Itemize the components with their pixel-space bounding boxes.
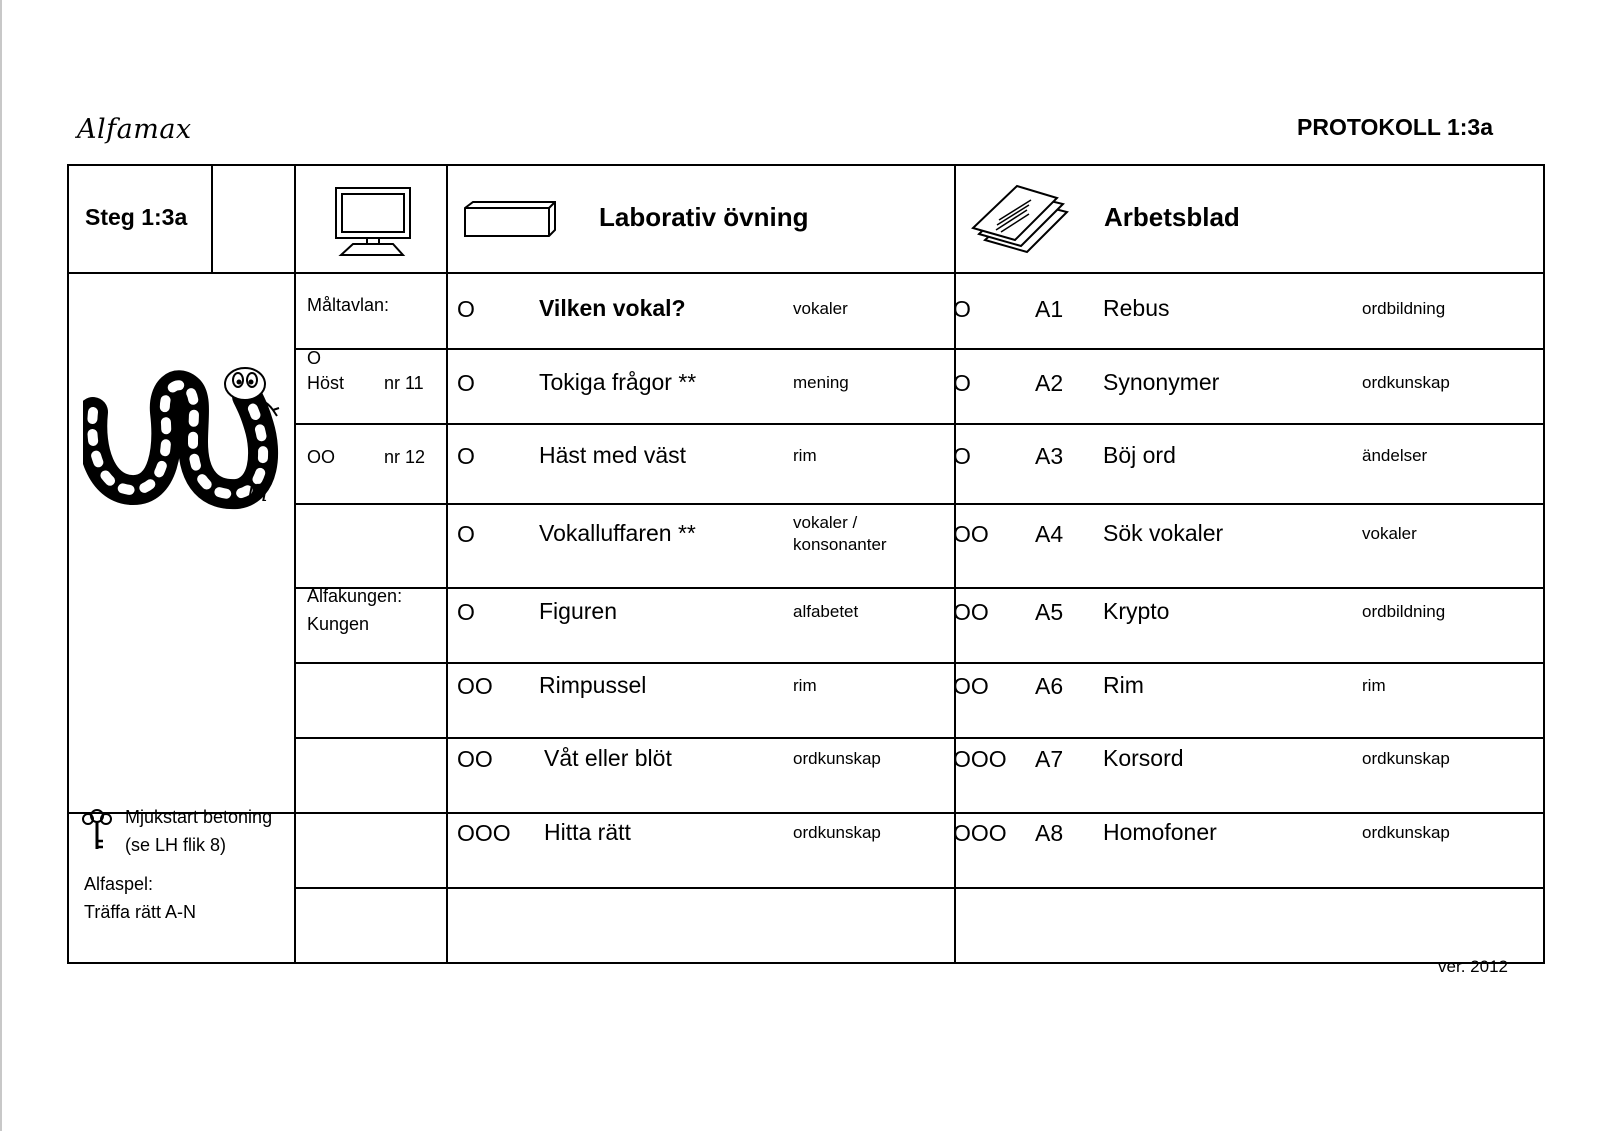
laborative-category: vokaler (793, 299, 848, 318)
laborative-category: rim (793, 676, 817, 695)
worksheet-code: A8 (1035, 820, 1064, 846)
worksheet-count: OO (953, 521, 989, 547)
worksheet-activity: Sök vokaler (1103, 520, 1224, 546)
worksheet-count: OO (953, 599, 989, 625)
laborative-activity: Figuren (539, 598, 617, 624)
worksheet-category: ordkunskap (1362, 749, 1450, 768)
document-title: PROTOKOLL 1:3a (1297, 114, 1493, 140)
worksheet-activity: Korsord (1103, 745, 1184, 771)
table-border-bottom (67, 962, 1545, 964)
worksheet-code: A2 (1035, 370, 1064, 396)
worksheet-activity: Krypto (1103, 598, 1170, 624)
laborative-activity: Häst med väst (539, 442, 686, 468)
worksheet-category: ordbildning (1362, 299, 1446, 318)
se-lh-label: (se LH flik 8) (125, 835, 227, 855)
table-border-right (1543, 164, 1545, 964)
worksheet-category: rim (1362, 676, 1386, 695)
worksheet-count: O (953, 443, 971, 469)
worksheet-code: A1 (1035, 296, 1064, 322)
laborative-count: O (457, 599, 475, 625)
worksheet-code: A7 (1035, 746, 1064, 772)
steg-divider (211, 164, 213, 274)
laborative-category-second-line: konsonanter (793, 535, 887, 554)
laborative-activity: Rimpussel (539, 672, 647, 698)
worksheet-category: ordbildning (1362, 602, 1446, 621)
alfamax-logo: Alfamax (77, 114, 192, 145)
laborative-activity: Tokiga frågor ** (539, 369, 697, 395)
laborative-category: alfabetet (793, 602, 859, 621)
worksheet-header: Arbetsblad (1104, 202, 1240, 232)
row-divider (294, 503, 1545, 505)
laborative-count: O (457, 443, 475, 469)
row-divider (294, 423, 1545, 425)
row-divider (294, 737, 1545, 739)
worksheet-category: ordkunskap (1362, 373, 1450, 392)
worksheet-count: OO (953, 673, 989, 699)
laborative-activity: Vokalluffaren ** (539, 520, 696, 546)
worksheet-code: A4 (1035, 521, 1064, 547)
laborative-activity: Hitta rätt (544, 819, 631, 845)
column-divider (294, 164, 296, 964)
laborative-activity: Vilken vokal? (539, 295, 686, 321)
row-divider (294, 348, 1545, 350)
host-label: Höst (307, 373, 345, 393)
worksheet-activity: Homofoner (1103, 819, 1217, 845)
worksheet-code: A5 (1035, 599, 1064, 625)
worksheet-activity: Synonymer (1103, 369, 1220, 395)
alfakungen-label: Alfakungen: (307, 586, 403, 606)
page-edge (0, 0, 2, 1131)
worksheet-category: ordkunskap (1362, 823, 1450, 842)
laborative-header: Laborativ övning (599, 202, 809, 232)
laborative-count: O (457, 521, 475, 547)
laborative-count: OO (457, 673, 493, 699)
laborative-category: ordkunskap (793, 823, 881, 842)
key-icon (81, 807, 113, 853)
kungen-label: Kungen (307, 614, 370, 634)
host-count: O (307, 348, 322, 368)
row-divider (294, 887, 1545, 889)
oo-nr: nr 12 (384, 447, 426, 467)
laborative-count: O (457, 370, 475, 396)
computer-monitor-icon (333, 186, 413, 258)
worksheet-activity: Rim (1103, 672, 1144, 698)
worksheet-count: OOO (953, 746, 1007, 772)
row-divider (294, 812, 1545, 814)
illustrator-signature: lh (247, 482, 269, 507)
protocol-table (67, 164, 1545, 964)
oo-count: OO (307, 447, 336, 467)
worksheet-code: A6 (1035, 673, 1064, 699)
maltavlan-label: Måltavlan: (307, 295, 390, 315)
worksheet-category: ändelser (1362, 446, 1428, 465)
laborative-count: OOO (457, 820, 511, 846)
laborative-category: ordkunskap (793, 749, 881, 768)
worksheet-count: OOO (953, 820, 1007, 846)
worksheet-category: vokaler (1362, 524, 1417, 543)
laborative-count: O (457, 296, 475, 322)
table-border-left (67, 164, 69, 964)
block-icon (463, 200, 559, 240)
host-nr: nr 11 (384, 373, 424, 393)
header-divider (67, 272, 1545, 274)
laborative-activity: Våt eller blöt (544, 745, 672, 771)
alfaspel-label: Alfaspel: (84, 874, 154, 894)
traffa-label: Träffa rätt A-N (84, 902, 197, 922)
row-divider (294, 587, 1545, 589)
worksheet-count: O (953, 370, 971, 396)
worksheet-count: O (953, 296, 971, 322)
laborative-category: vokaler / (793, 513, 858, 532)
worksheet-activity: Böj ord (1103, 442, 1176, 468)
mjukstart-label: Mjukstart betoning (125, 807, 273, 827)
row-divider (294, 662, 1545, 664)
version-label: ver. 2012 (1438, 957, 1508, 976)
laborative-category: mening (793, 373, 849, 392)
table-border-top (67, 164, 1545, 166)
laborative-count: OO (457, 746, 493, 772)
paper-stack-icon (969, 182, 1073, 258)
step-label: Steg 1:3a (85, 204, 188, 230)
worksheet-code: A3 (1035, 443, 1064, 469)
worksheet-activity: Rebus (1103, 295, 1170, 321)
column-divider (446, 164, 448, 964)
laborative-category: rim (793, 446, 817, 465)
